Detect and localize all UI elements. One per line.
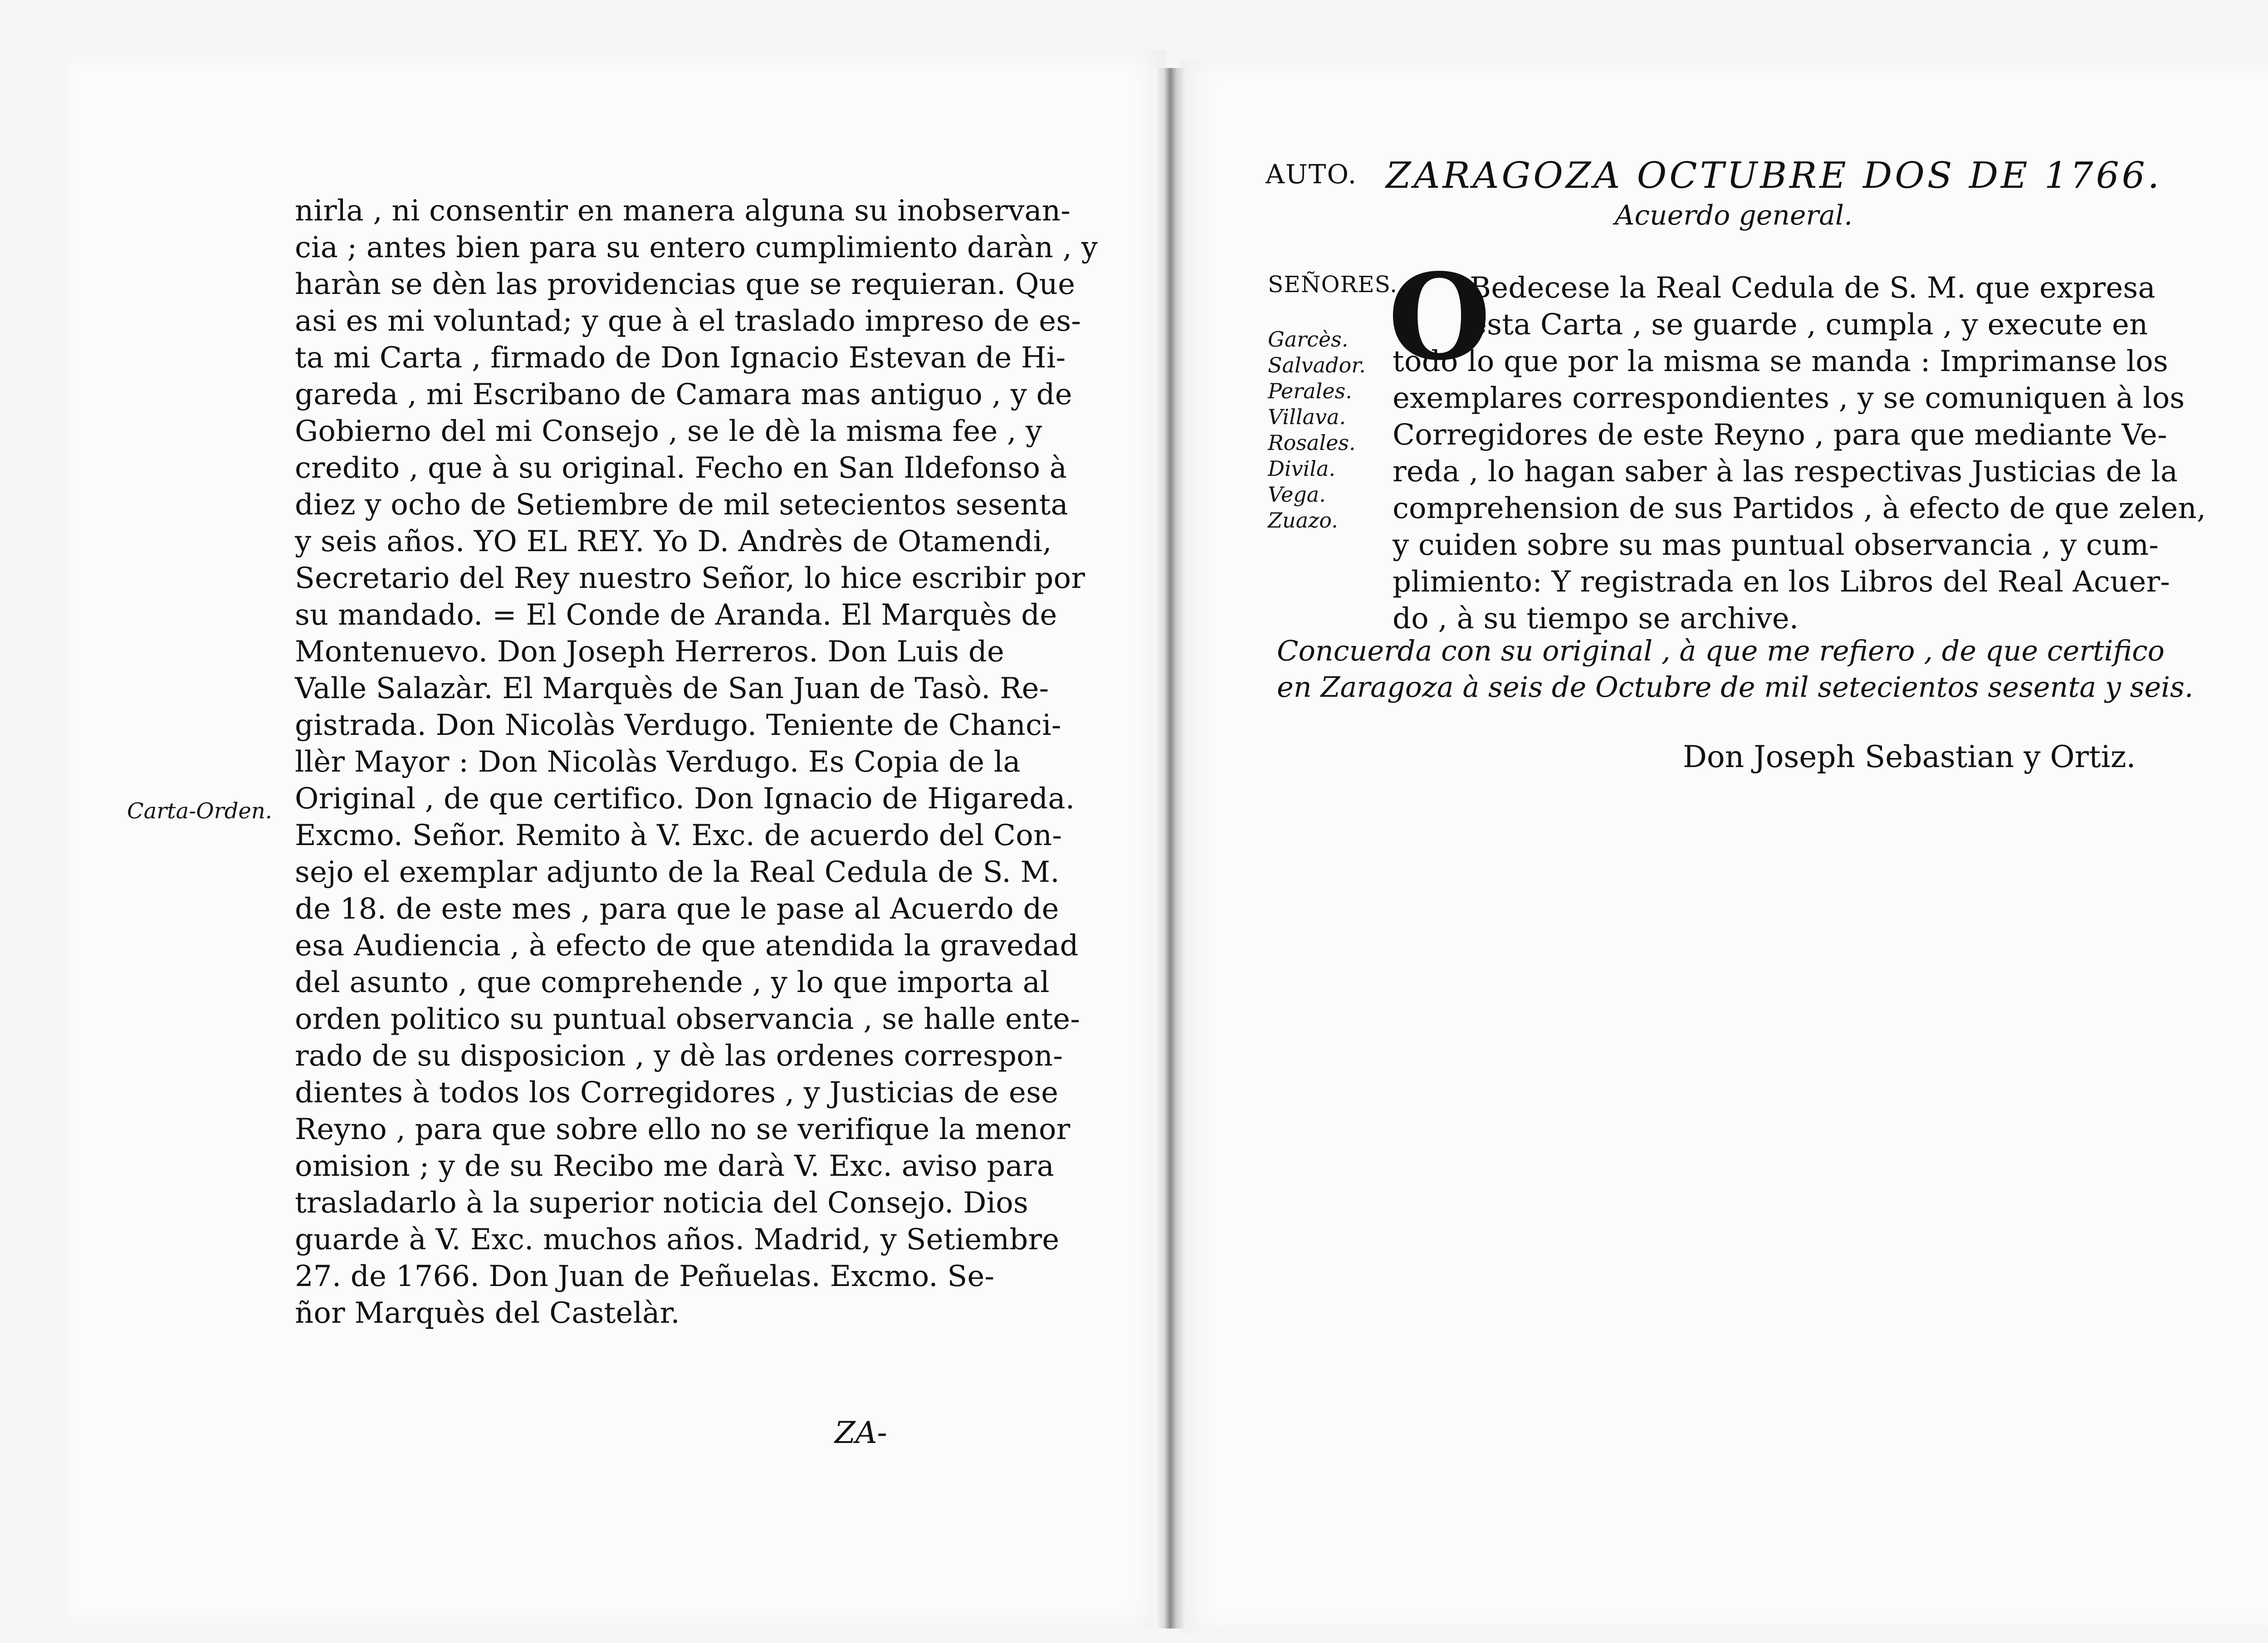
senor-name: Villava. <box>1268 405 1346 429</box>
text-line: credito , que à su original. Fecho en San Ildefonso à <box>295 451 1067 485</box>
book-spine <box>1154 68 1186 1628</box>
text-line: omision ; y de su Recibo me darà V. Exc. aviso para <box>295 1149 1055 1183</box>
text-line: asi es mi voluntad; y que à el traslado impreso de es- <box>295 304 1081 338</box>
text-line: gistrada. Don Nicolàs Verdugo. Teniente de Chanci- <box>295 709 1061 742</box>
text-line: todo lo que por la misma se manda : Imprimanse los <box>1393 345 2168 378</box>
text-line: exemplares correspondientes , y se comuniquen à los <box>1393 381 2185 415</box>
text-line: gareda , mi Escribano de Camara mas antiguo , y de <box>295 378 1072 411</box>
page-subtitle: Acuerdo general. <box>1615 200 1853 231</box>
senores-list <box>1268 327 1366 533</box>
royal-decree-closing-paragraph <box>295 193 1098 817</box>
text-line: rado de su disposicion , y dè las ordenes correspon- <box>295 1039 1063 1073</box>
drop-cap: O <box>1388 248 1491 386</box>
text-line: sejo el exemplar adjunto de la Real Cedula de S. M. <box>295 856 1060 889</box>
text-line: en Zaragoza à seis de Octubre de mil setecientos sesenta y seis. <box>1277 670 2194 704</box>
text-line: cia ; antes bien para su entero cumplimiento daràn , y <box>295 231 1098 264</box>
margin-note-carta-orden: Carta-Orden. <box>127 798 273 824</box>
text-line: diez y ocho de Setiembre de mil setecientos sesenta <box>295 488 1068 522</box>
senor-name: Vega. <box>1268 482 1326 507</box>
senores-label: SEÑORES. <box>1268 271 1398 298</box>
text-line: Valle Salazàr. El Marquès de San Juan de Tasò. Re- <box>295 672 1049 705</box>
text-line: comprehension de sus Partidos , à efecto de que zelen, <box>1393 492 2206 525</box>
senor-name: Perales. <box>1268 379 1352 403</box>
text-line: y cuiden sobre su mas puntual observancia , y cum- <box>1393 528 2159 562</box>
text-line: Gobierno del mi Consejo , se le dè la misma fee , y <box>295 415 1042 448</box>
senor-name: Zuazo. <box>1268 508 1338 533</box>
text-line: guarde à V. Exc. muchos años. Madrid, y Setiembre <box>295 1223 1060 1257</box>
text-line: llèr Mayor : Don Nicolàs Verdugo. Es Copia de la <box>295 745 1021 779</box>
text-line: y seis años. YO EL REY. Yo D. Andrès de Otamendi, <box>295 525 1052 558</box>
text-line: Original , de que certifico. Don Ignacio de Higareda. <box>295 782 1075 816</box>
text-line: haràn se dèn las providencias que se requieran. Que <box>295 268 1075 301</box>
auto-body-text <box>1393 270 2206 637</box>
text-line: Corregidores de este Reyno , para que mediante Ve- <box>1393 418 2167 452</box>
signature: Don Joseph Sebastian y Ortiz. <box>1683 739 2136 774</box>
text-line: orden politico su puntual observancia , se halle ente- <box>295 1002 1080 1036</box>
text-line: esta Carta , se guarde , cumpla , y execute en <box>1470 308 2148 342</box>
text-line: do , à su tiempo se archive. <box>1393 602 1799 636</box>
senor-name: Rosales. <box>1268 430 1356 455</box>
text-line: plimiento: Y registrada en los Libros del Real Acuer- <box>1393 565 2170 599</box>
senor-name: Garcès. <box>1268 327 1349 352</box>
text-line: Excmo. Señor. Remito à V. Exc. de acuerdo del Con- <box>295 819 1062 852</box>
catchword: ZA- <box>835 1415 887 1450</box>
text-line: dientes à todos los Corregidores , y Justicias de ese <box>295 1076 1059 1110</box>
text-line: nirla , ni consentir en manera alguna su inobservan- <box>295 194 1071 228</box>
text-line: Bedecese la Real Cedula de S. M. que expresa <box>1470 271 2156 305</box>
text-line: Montenuevo. Don Joseph Herreros. Don Luis de <box>295 635 1005 669</box>
text-line: del asunto , que comprehende , y lo que importa al <box>295 966 1050 999</box>
text-line: esa Audiencia , à efecto de que atendida la gravedad <box>295 929 1079 963</box>
carta-orden-letter <box>295 817 1080 1332</box>
senor-name: Divila. <box>1268 456 1336 481</box>
text-line: su mandado. = El Conde de Aranda. El Marquès de <box>295 598 1057 632</box>
text-line: reda , lo hagan saber à las respectivas Justicias de la <box>1393 455 2178 489</box>
left-page-text <box>295 193 1098 1332</box>
text-line: Concuerda con su original , à que me refiero , de que certifico <box>1277 634 2165 667</box>
text-line: 27. de 1766. Don Juan de Peñuelas. Excmo. Se- <box>295 1260 995 1293</box>
text-line: trasladarlo à la superior noticia del Consejo. Dios <box>295 1186 1029 1220</box>
text-line: ta mi Carta , firmado de Don Ignacio Estevan de Hi- <box>295 341 1066 375</box>
text-line: Reyno , para que sobre ello no se verifique la menor <box>295 1113 1070 1146</box>
page-title: ZARAGOZA OCTUBRE DOS DE 1766. <box>1386 154 2162 196</box>
senor-name: Salvador. <box>1268 353 1366 377</box>
concuerda-certification <box>1277 633 2194 705</box>
auto-label: AUTO. <box>1266 159 1358 190</box>
text-line: ñor Marquès del Castelàr. <box>295 1296 680 1330</box>
text-line: de 18. de este mes , para que le pase al Acuerdo de <box>295 892 1059 926</box>
text-line: Secretario del Rey nuestro Señor, lo hice escribir por <box>295 562 1085 595</box>
